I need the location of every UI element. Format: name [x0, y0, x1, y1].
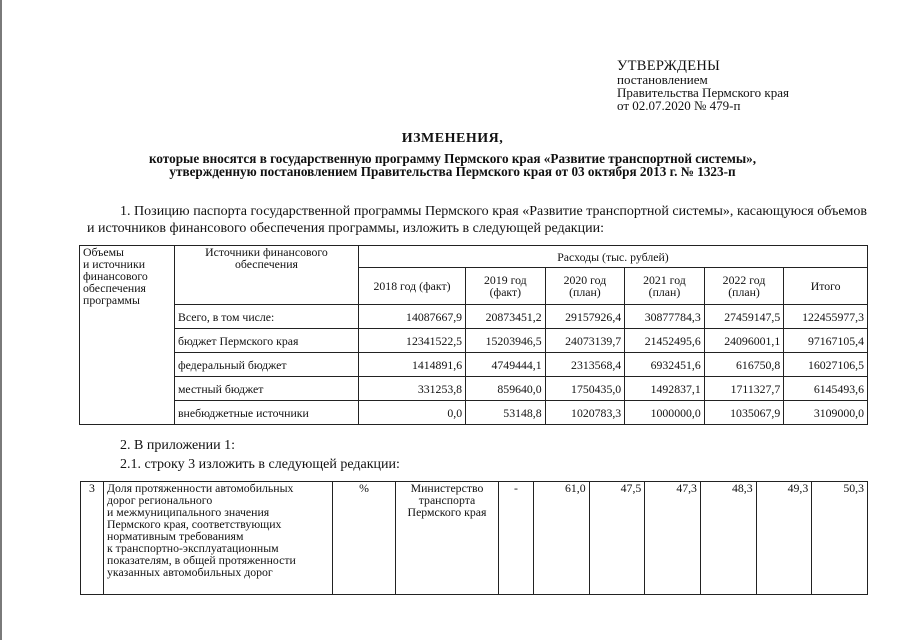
approval-line: Правительства Пермского края: [617, 85, 789, 100]
indicator-number: 3: [81, 482, 104, 595]
value-cell: 616750,8: [704, 353, 784, 377]
table-row: [80, 377, 868, 401]
value-cell: 0,0: [358, 401, 465, 425]
source-cell: местный бюджет: [174, 377, 358, 401]
value-cell: 6932451,6: [625, 353, 705, 377]
value-cell: 859640,0: [466, 377, 546, 401]
indicator-value: 50,3: [812, 482, 868, 595]
indicator-row: [81, 482, 868, 595]
column-header: 2022 год (план): [704, 268, 784, 305]
indicator-table: [80, 481, 868, 595]
value-cell: 24096001,1: [704, 329, 784, 353]
column-header: 2021 год (план): [625, 268, 705, 305]
value-cell: 1414891,6: [358, 353, 465, 377]
document-subtitle: [0, 153, 905, 178]
indicator-unit: %: [333, 482, 396, 595]
expenses-header: Расходы (тыс. рублей): [358, 246, 867, 268]
value-cell: 3109000,0: [784, 401, 868, 425]
value-cell: 15203946,5: [466, 329, 546, 353]
value-cell: 21452495,6: [625, 329, 705, 353]
subtitle-line-1: которые вносятся в государственную программу Пермского края «Развитие транспортной системы»,: [148, 151, 757, 166]
column-header: 2020 год (план): [545, 268, 625, 305]
indicator-value: 49,3: [756, 482, 812, 595]
source-header: Источники финансового обеспечения: [174, 246, 358, 305]
value-cell: 6145493,6: [784, 377, 868, 401]
table-row: [80, 329, 868, 353]
source-cell: бюджет Пермского края: [174, 329, 358, 353]
page-left-edge: [0, 0, 2, 640]
paragraph-3: 2.1. строку 3 изложить в следующей редакции:: [120, 457, 400, 472]
indicator-value: 47,3: [645, 482, 701, 595]
value-cell: 1020783,3: [545, 401, 625, 425]
paragraph-1: 1. Позицию паспорта государственной программы Пермского края «Развитие транспортной системы», касающуюся объемов и источников финансового обеспечения программы, изложить в следующей редакции:: [87, 204, 867, 236]
value-cell: 122455977,3: [784, 305, 868, 329]
value-cell: 2313568,4: [545, 353, 625, 377]
document-title: ИЗМЕНЕНИЯ,: [401, 131, 504, 146]
indicator-name: Доля протяженности автомобильных дорог регионального и межмуниципального значения Пермского края, соответствующих нормативным требованиям к транспортно-эксплуатационным показателям, в общей протяженности указанных автомобильных дорог: [104, 482, 333, 595]
indicator-value: 47,5: [589, 482, 645, 595]
approval-line: от 02.07.2020 № 479-п: [617, 98, 741, 113]
value-cell: 12341522,5: [358, 329, 465, 353]
value-cell: 24073139,7: [545, 329, 625, 353]
value-cell: 27459147,5: [704, 305, 784, 329]
value-cell: 1750435,0: [545, 377, 625, 401]
value-cell: 1492837,1: [625, 377, 705, 401]
value-cell: 16027106,5: [784, 353, 868, 377]
approval-stamp: [617, 60, 789, 112]
value-cell: 29157926,4: [545, 305, 625, 329]
finance-table: [79, 245, 868, 425]
value-cell: 1000000,0: [625, 401, 705, 425]
source-cell: внебюджетные источники: [174, 401, 358, 425]
table-row: [80, 305, 868, 329]
indicator-value: 61,0: [534, 482, 590, 595]
value-cell: 20873451,2: [466, 305, 546, 329]
table-row: [80, 401, 868, 425]
indicator-base: -: [499, 482, 534, 595]
value-cell: 97167105,4: [784, 329, 868, 353]
row-label-cell: Объемы и источники финансового обеспечения программы: [80, 246, 175, 425]
value-cell: 14087667,9: [358, 305, 465, 329]
column-header: 2019 год (факт): [466, 268, 546, 305]
value-cell: 30877784,3: [625, 305, 705, 329]
value-cell: 1711327,7: [704, 377, 784, 401]
indicator-value: 48,3: [700, 482, 756, 595]
source-cell: Всего, в том числе:: [174, 305, 358, 329]
value-cell: 1035067,9: [704, 401, 784, 425]
approval-title: УТВЕРЖДЕНЫ: [617, 58, 721, 74]
value-cell: 331253,8: [358, 377, 465, 401]
paragraph-2: 2. В приложении 1:: [120, 438, 236, 453]
subtitle-line-2: утвержденную постановлением Правительства Пермского края от 03 октября 2013 г. № 1323-п: [169, 163, 736, 179]
value-cell: 53148,8: [466, 401, 546, 425]
indicator-responsible: Министерство транспорта Пермского края: [396, 482, 499, 595]
source-cell: федеральный бюджет: [174, 353, 358, 377]
table-row: [80, 353, 868, 377]
value-cell: 4749444,1: [466, 353, 546, 377]
approval-line: постановлением: [617, 72, 708, 87]
column-header: Итого: [784, 268, 868, 305]
column-header: 2018 год (факт): [358, 268, 465, 305]
